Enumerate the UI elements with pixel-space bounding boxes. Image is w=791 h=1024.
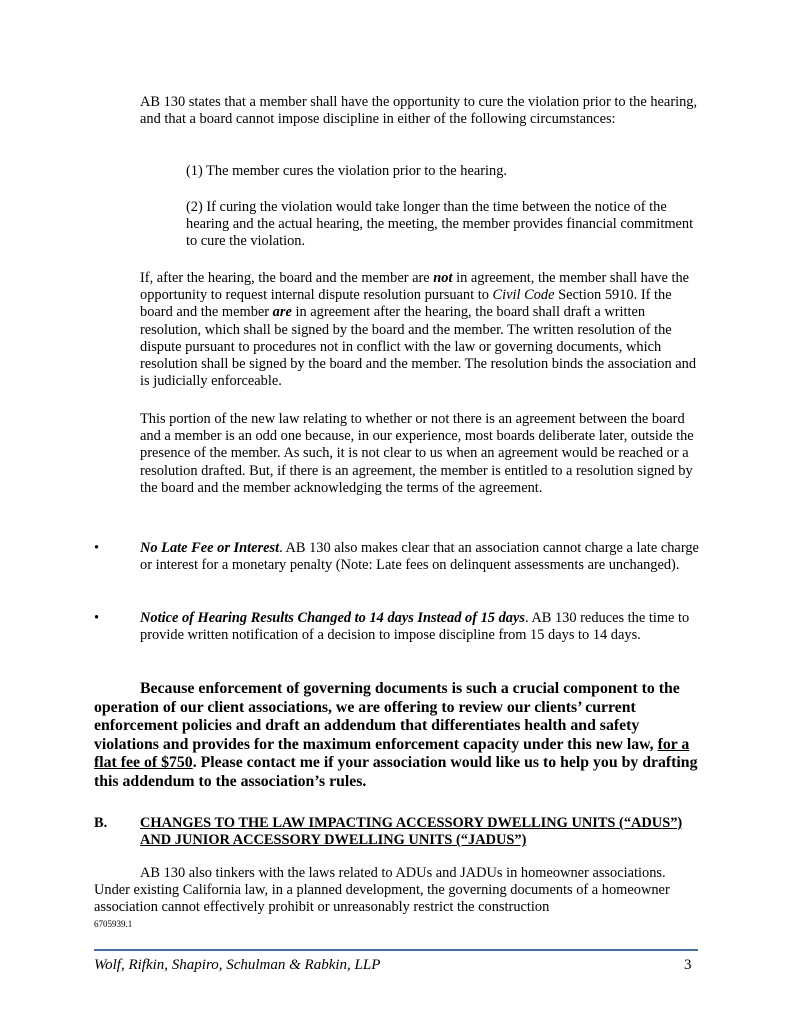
bullet-title: No Late Fee or Interest	[140, 540, 280, 556]
bullet-marker: •	[94, 610, 100, 626]
offer-text: Because enforcement of governing documents is such a crucial component to the operation of our client associations, we are offering to review our clients’ current enforcement policies and draft an addendum that differentiates health and safety violations and provides for the maximum enforcement capacity under this new law,	[94, 680, 680, 753]
footer-divider	[94, 949, 698, 951]
bullet-text: . AB 130 reduces the time to provide written notification of a decision to impose discipline from 15 days to 14 days.	[140, 610, 690, 644]
bullet-text: . AB 130 also makes clear that an association cannot charge a late charge or interest for a monetary penalty (Note: Late fees on delinquent assessments are unchanged).	[140, 540, 699, 574]
intro-paragraph: AB 130 states that a member shall have the opportunity to cure the violation prior to the hearing, and that a board cannot impose discipline in either of the following circumstances:	[140, 94, 698, 128]
list-item-financial-commitment: (2) If curing the violation would take longer than the time between the notice of the hearing and the actual hearing, the meeting, the member provides financial commitment to cure the violation.	[186, 199, 694, 250]
bullet-title: Notice of Hearing Results Changed to 14 days Instead of 15 days	[140, 610, 525, 626]
flat-fee-text: for a flat fee of $750	[94, 735, 690, 772]
emphasis-are: are	[272, 304, 292, 321]
page-number: 3	[684, 957, 692, 973]
bullet-late-fee	[140, 540, 700, 574]
emphasis-not: not	[433, 270, 453, 286]
bullet-marker: •	[94, 540, 100, 556]
text-run: in agreement, the member shall have the opportunity to request internal dispute resolution pursuant to	[140, 270, 690, 304]
text-run: If, after the hearing, the board and the member are	[140, 270, 434, 286]
section-heading: CHANGES TO THE LAW IMPACTING ACCESSORY DWELLING UNITS (“ADUS”) AND JUNIOR ACCESSORY DWELLING UNITS (“JADUS”)	[140, 815, 683, 849]
footer-firm-name: Wolf, Rifkin, Shapiro, Schulman & Rabkin, LLP	[94, 957, 381, 973]
text-run: Section 5910. If the board and the member	[140, 287, 672, 321]
adu-paragraph: AB 130 also tinkers with the laws related to ADUs and JADUs in homeowner associations. Under existing California law, in a planned development, the governing documents of a homeowner association cannot effectively prohibit or unreasonably restrict the construction	[94, 865, 670, 916]
bullet-notice-days	[140, 610, 700, 644]
offer-paragraph	[94, 680, 700, 792]
text-run: in agreement after the hearing, the board shall draft a written resolution, which shall be signed by the board and the member. The written resolution of the dispute pursuant to procedures not in conflict with the law or governing documents, which resolution shall be signed by the board and the member. The resolution binds the association and is judicially enforceable.	[140, 304, 697, 390]
list-item-cure: (1) The member cures the violation prior to the hearing.	[186, 163, 508, 179]
offer-text: . Please contact me if your association would like us to help you by drafting this addendum to the association’s rules.	[94, 754, 698, 790]
document-id: 6705939.1	[94, 919, 133, 929]
civil-code-ref: Civil Code	[492, 287, 555, 304]
section-letter: B.	[94, 815, 108, 831]
commentary-paragraph: This portion of the new law relating to whether or not there is an agreement between the board and a member is an odd one because, in our experience, most boards deliberate later, outside the presence of the member. As such, it is not clear to us when an agreement would be reached or a resolution drafted. But, if there is an agreement, the member is entitled to a resolution signed by the board and the member acknowledging the terms of the agreement.	[140, 411, 694, 496]
agreement-paragraph	[140, 270, 700, 390]
